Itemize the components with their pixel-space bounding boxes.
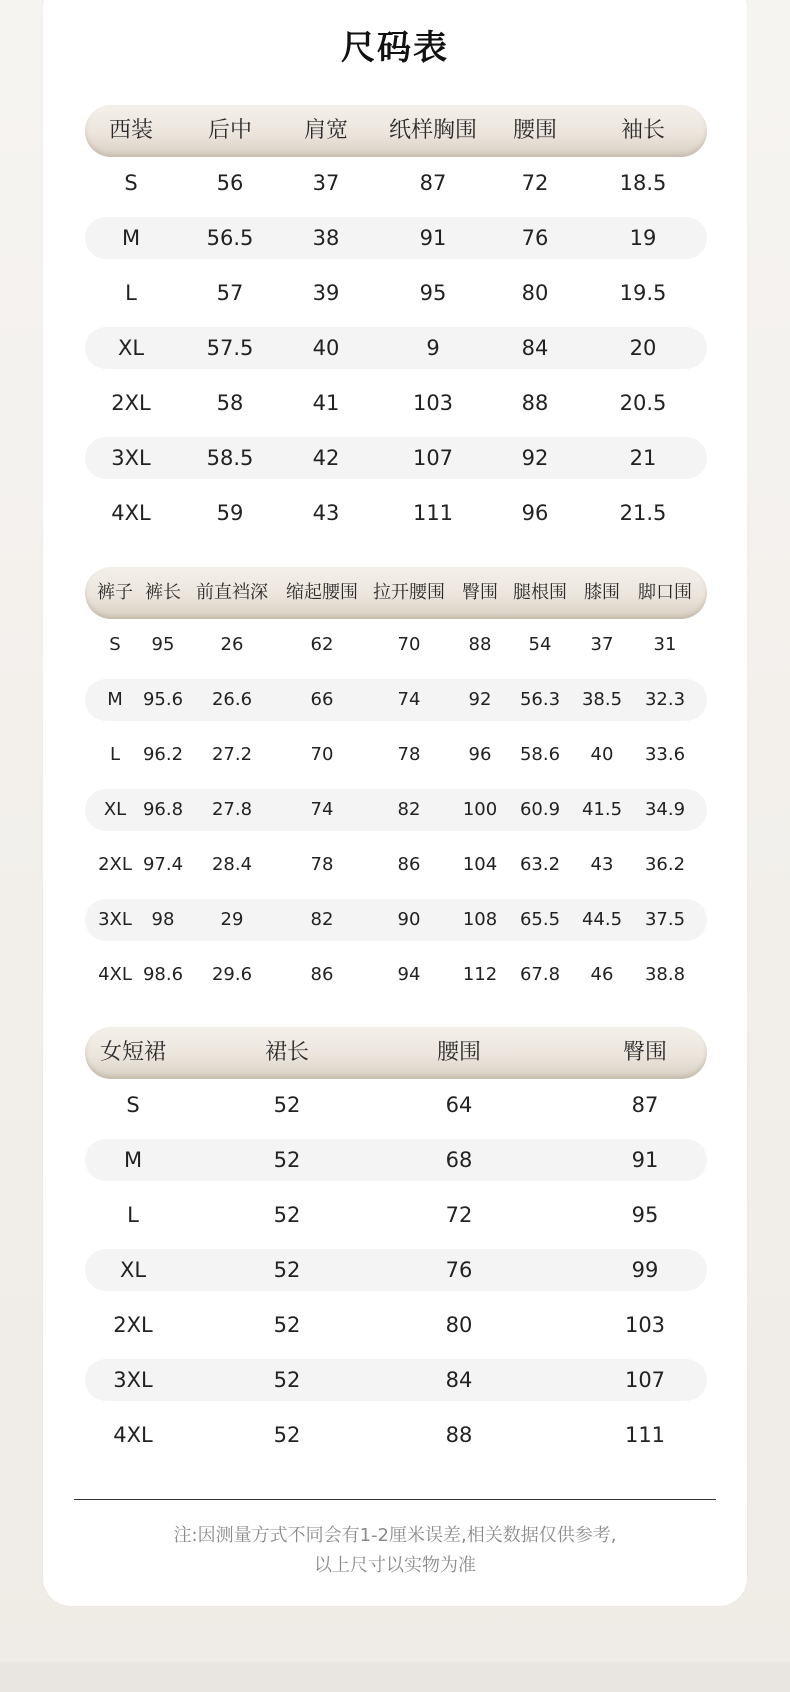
measurement-cell: 87 [631,1093,659,1117]
measurement-cell: 9 [426,336,440,360]
table-row [85,327,707,369]
header-cell: 臀围 [622,1040,668,1065]
measurement-cell: 52 [273,1258,301,1282]
suit-size-table [85,105,707,547]
size-label-cell: L [127,1203,139,1227]
header-cell: 腰围 [436,1040,482,1065]
measurement-cell: 95 [631,1203,659,1227]
measurement-cell: 70 [397,634,421,655]
measurement-cell: 20.5 [619,391,667,415]
table-row [85,789,707,831]
table-row [85,1194,707,1236]
header-cell: 裤子 [97,582,133,603]
size-label-cell: XL [119,1258,147,1282]
measurement-cell: 26 [220,634,244,655]
table-row [85,844,707,886]
table-row [85,382,707,424]
measurement-cell: 38.5 [581,689,623,710]
measurement-cell: 91 [419,226,447,250]
measurement-cell: 76 [445,1258,473,1282]
header-cell: 前直裆深 [196,582,268,603]
measurement-cell: 54 [528,634,552,655]
header-cell: 裙长 [264,1040,310,1065]
measurement-cell: 42 [312,446,340,470]
size-label-cell: 4XL [111,501,151,525]
table-row [85,437,707,479]
measurement-cell: 98.6 [142,964,184,985]
measurement-cell: 52 [273,1203,301,1227]
note-divider [74,1499,716,1500]
measurement-cell: 94 [397,964,421,985]
header-cell: 臀围 [462,582,498,603]
measurement-cell: 111 [412,501,454,525]
table-row [85,624,707,666]
table-row [85,1359,707,1401]
measurement-cell: 78 [310,854,334,875]
measurement-cell: 78 [397,744,421,765]
measurement-cell: 59 [216,501,244,525]
size-label-cell: 3XL [111,446,151,470]
measurement-cell: 58 [216,391,244,415]
measurement-cell: 40 [312,336,340,360]
measurement-cell: 60.9 [519,799,561,820]
header-cell: 腿根围 [513,582,567,603]
measurement-cell: 63.2 [519,854,561,875]
size-label-cell: M [121,226,141,250]
measurement-cell: 58.5 [206,446,254,470]
measurement-cell: 40 [590,744,614,765]
header-cell: 拉开腰围 [373,582,445,603]
measurement-cell: 52 [273,1148,301,1172]
measurement-cell: 52 [273,1423,301,1447]
size-label-cell: S [126,1093,140,1117]
measurement-cell: 27.8 [211,799,253,820]
measurement-cell: 80 [445,1313,473,1337]
size-label-cell: 2XL [98,854,132,875]
measurement-cell: 56.5 [206,226,254,250]
measurement-cell: 95.6 [142,689,184,710]
size-label-cell: L [125,281,137,305]
table-row [85,954,707,996]
measurement-cell: 82 [310,909,334,930]
measurement-cell: 95 [151,634,175,655]
measurement-cell: 41 [312,391,340,415]
size-label-cell: M [123,1148,143,1172]
measurement-cell: 29.6 [211,964,253,985]
measurement-cell: 88 [445,1423,473,1447]
measurement-cell: 37.5 [644,909,686,930]
measurement-cell: 96.2 [142,744,184,765]
header-cell: 肩宽 [303,118,349,143]
table-row [85,679,707,721]
size-label-cell: XL [103,799,127,820]
table-row [85,162,707,204]
page-title: 尺码表 [341,28,449,68]
size-label-cell: 3XL [113,1368,153,1392]
measurement-cell: 96 [521,501,549,525]
measurement-cell: 91 [631,1148,659,1172]
size-label-cell: L [109,744,121,765]
table-header-row [85,105,707,157]
measurement-cell: 58.6 [519,744,561,765]
measurement-cell: 44.5 [581,909,623,930]
page-bottom-band [0,1662,790,1692]
measurement-cell: 19.5 [619,281,667,305]
measurement-cell: 64 [445,1093,473,1117]
measurement-cell: 108 [462,909,498,930]
size-label-cell: 2XL [113,1313,153,1337]
measurement-cell: 80 [521,281,549,305]
measurement-cell: 57 [216,281,244,305]
measurement-cell: 62 [310,634,334,655]
measurement-cell: 19 [629,226,657,250]
measurement-cell: 88 [521,391,549,415]
measurement-cell: 99 [631,1258,659,1282]
table-row [85,734,707,776]
measurement-cell: 37 [590,634,614,655]
measurement-cell: 107 [412,446,454,470]
measurement-cell: 111 [624,1423,666,1447]
measurement-cell: 36.2 [644,854,686,875]
measurement-cell: 33.6 [644,744,686,765]
measurement-cell: 27.2 [211,744,253,765]
measurement-cell: 43 [590,854,614,875]
measurement-cell: 97.4 [142,854,184,875]
measurement-cell: 82 [397,799,421,820]
measurement-cell: 56 [216,171,244,195]
measurement-cell: 103 [624,1313,666,1337]
measurement-cell: 21.5 [619,501,667,525]
measurement-cell: 72 [521,171,549,195]
table-row [85,217,707,259]
measurement-cell: 76 [521,226,549,250]
header-cell: 袖长 [620,118,666,143]
measurement-cell: 67.8 [519,964,561,985]
measurement-cell: 90 [397,909,421,930]
table-row [85,1139,707,1181]
measurement-cell: 56.3 [519,689,561,710]
size-label-cell: 3XL [98,909,132,930]
measurement-cell: 103 [412,391,454,415]
note-line-2: 以上尺寸以实物为准 [314,1555,476,1576]
size-label-cell: XL [117,336,145,360]
size-label-cell: 2XL [111,391,151,415]
measurement-cell: 74 [310,799,334,820]
measurement-cell: 104 [462,854,498,875]
measurement-cell: 112 [462,964,498,985]
measurement-cell: 86 [397,854,421,875]
measurement-cell: 84 [521,336,549,360]
measurement-cell: 96.8 [142,799,184,820]
table-header-row [85,1027,707,1079]
measurement-cell: 92 [521,446,549,470]
measurement-cell: 38.8 [644,964,686,985]
measurement-cell: 29 [220,909,244,930]
measurement-cell: 84 [445,1368,473,1392]
measurement-cell: 65.5 [519,909,561,930]
table-row [85,272,707,314]
measurement-cell: 66 [310,689,334,710]
measurement-cell: 31 [653,634,677,655]
measurement-cell: 39 [312,281,340,305]
measurement-cell: 34.9 [644,799,686,820]
table-row [85,1304,707,1346]
pants-size-table [85,567,707,1009]
table-row [85,1249,707,1291]
measurement-cell: 70 [310,744,334,765]
size-label-cell: S [109,634,121,655]
measurement-cell: 52 [273,1368,301,1392]
measurement-cell: 28.4 [211,854,253,875]
measurement-cell: 96 [468,744,492,765]
measurement-cell: 88 [468,634,492,655]
measurement-cell: 46 [590,964,614,985]
measurement-cell: 43 [312,501,340,525]
header-cell: 腰围 [512,118,558,143]
note-line-1: 注:因测量方式不同会有1-2厘米误差,相关数据仅供参考, [173,1525,617,1546]
measurement-cell: 37 [312,171,340,195]
measurement-cell: 87 [419,171,447,195]
header-cell: 脚口围 [638,582,692,603]
measurement-cell: 41.5 [581,799,623,820]
measurement-cell: 107 [624,1368,666,1392]
measurement-cell: 68 [445,1148,473,1172]
size-label-cell: 4XL [113,1423,153,1447]
header-cell: 纸样胸围 [388,118,478,143]
size-label-cell: 4XL [98,964,132,985]
header-cell: 西装 [108,118,154,143]
header-cell: 膝围 [584,582,620,603]
size-label-cell: M [107,689,123,710]
measurement-cell: 74 [397,689,421,710]
table-row [85,1414,707,1456]
measurement-cell: 95 [419,281,447,305]
header-cell: 裤长 [145,582,181,603]
measurement-cell: 98 [151,909,175,930]
table-row [85,1084,707,1126]
header-cell: 缩起腰围 [286,582,358,603]
measurement-cell: 32.3 [644,689,686,710]
measurement-cell: 21 [629,446,657,470]
table-header-row [85,567,707,619]
measurement-cell: 52 [273,1093,301,1117]
header-cell: 后中 [207,118,253,143]
table-row [85,899,707,941]
size-label-cell: S [124,171,138,195]
measurement-cell: 92 [468,689,492,710]
header-cell: 女短裙 [99,1040,167,1065]
measurement-cell: 52 [273,1313,301,1337]
measurement-cell: 18.5 [619,171,667,195]
measurement-cell: 86 [310,964,334,985]
skirt-size-table [85,1027,707,1469]
measurement-cell: 100 [462,799,498,820]
measurement-cell: 20 [629,336,657,360]
measurement-cell: 26.6 [211,689,253,710]
measurement-cell: 57.5 [206,336,254,360]
measurement-cell: 72 [445,1203,473,1227]
measurement-cell: 38 [312,226,340,250]
table-row [85,492,707,534]
